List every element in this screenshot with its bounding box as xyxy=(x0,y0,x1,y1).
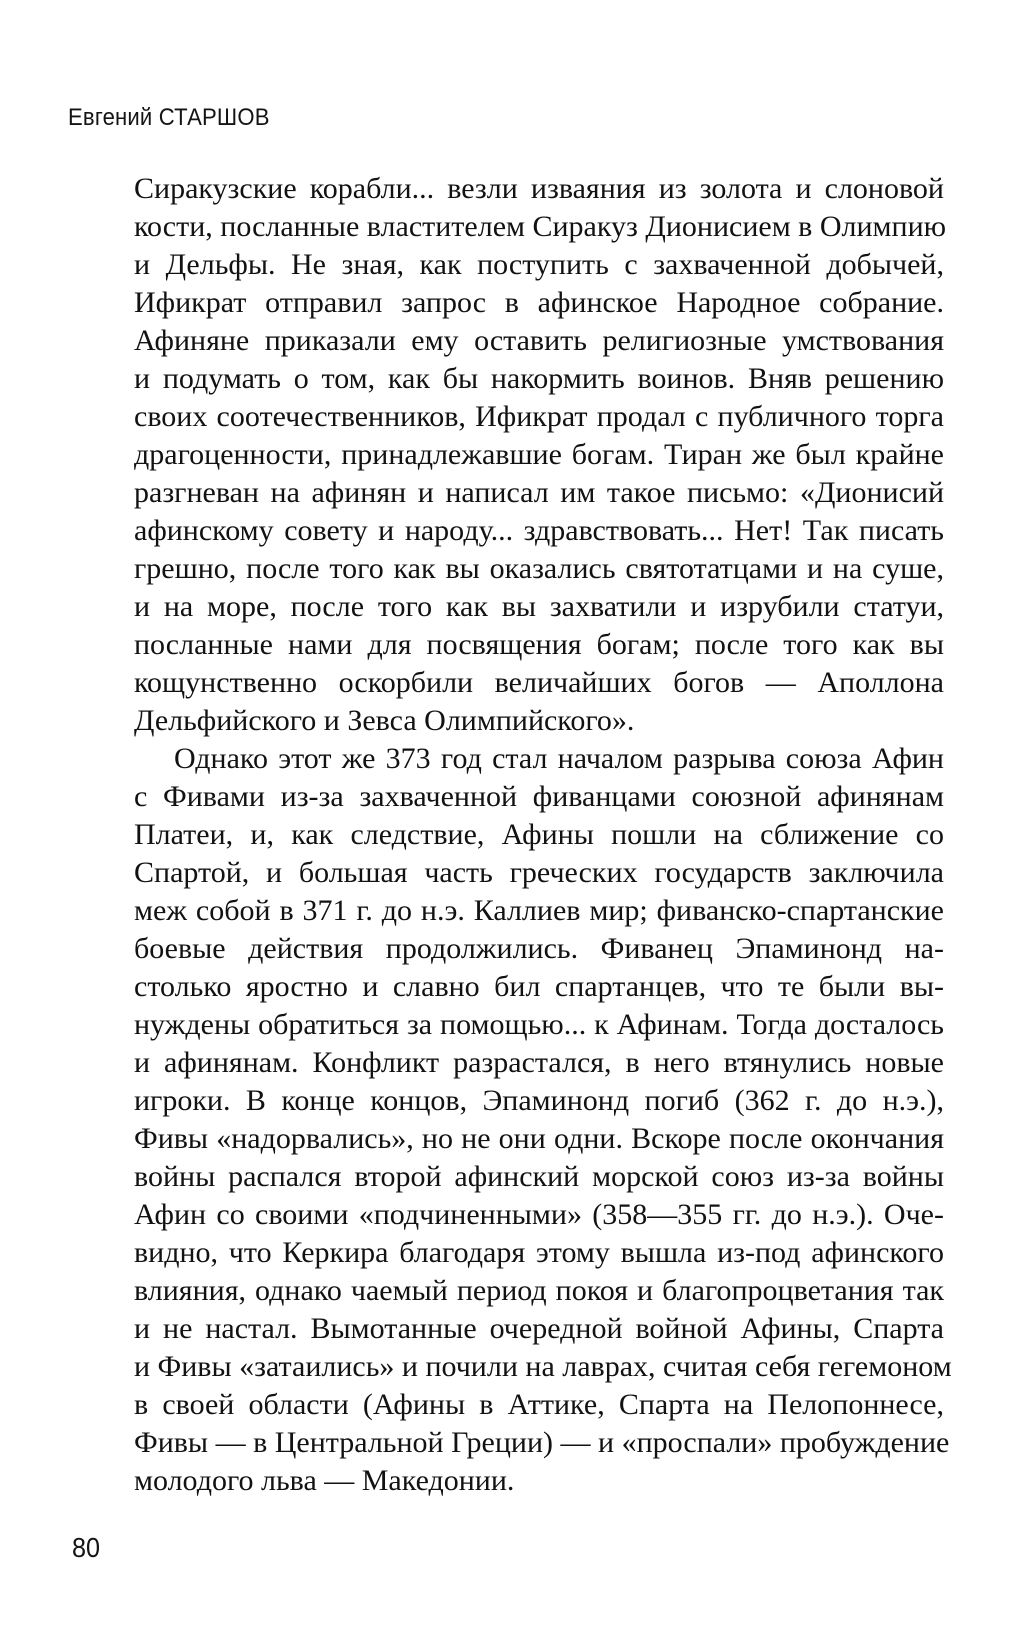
body-text xyxy=(134,170,952,1500)
text-line: боевые действия продолжились. Фиванец Эпаминонд на- xyxy=(134,932,944,965)
text-line: и на море, после того как вы захватили и изрубили статуи, xyxy=(134,590,944,623)
text-line: в своей области (Афины в Аттике, Спарта на Пелопоннесе, xyxy=(134,1388,944,1421)
text-line: с Фивами из-за захваченной фиванцами союзной афинянам xyxy=(134,780,944,813)
text-line: Сиракузские корабли... везли изваяния из золота и слоновой xyxy=(134,172,944,205)
text-line: Фивы — в Центральной Греции) — и «проспали» пробуждение xyxy=(134,1426,950,1459)
text-line: меж собой в 371 г. до н.э. Каллиев мир; фиванско-спартанские xyxy=(134,894,944,927)
text-line: Однако этот же 373 год стал началом разрыва союза Афин xyxy=(174,742,944,775)
text-line: Фивы «надорвались», но не они одни. Вскоре после окончания xyxy=(134,1122,944,1155)
text-line: Дельфийского и Зевса Олимпийского». xyxy=(134,704,635,737)
text-line: нуждены обратиться за помощью... к Афинам. Тогда досталось xyxy=(134,1008,944,1041)
text-line: Спартой, и большая часть греческих государств заключила xyxy=(134,856,944,889)
text-line: и афинянам. Конфликт разрастался, в него втянулись новые xyxy=(134,1046,944,1079)
text-line: Ификрат отправил запрос в афинское Народное собрание. xyxy=(134,286,944,319)
text-line: драгоценности, принадлежавшие богам. Тиран же был крайне xyxy=(134,438,944,471)
text-line: и подумать о том, как бы накормить воинов. Вняв решению xyxy=(134,362,944,395)
text-line: влияния, однако чаемый период покоя и благопроцветания так xyxy=(134,1274,944,1307)
text-line: видно, что Керкира благодаря этому вышла из-под афинского xyxy=(134,1236,944,1269)
text-line: кости, посланные властителем Сиракуз Дионисием в Олимпию xyxy=(134,210,947,243)
text-line: Афиняне приказали ему оставить религиозные умствования xyxy=(134,324,944,357)
text-line: и не настал. Вымотанные очередной войной Афины, Спарта xyxy=(134,1312,944,1345)
text-line: афинскому совету и народу... здравствовать... Нет! Так писать xyxy=(134,514,944,547)
text-line: и Фивы «затаились» и почили на лаврах, считая себя гегемоном xyxy=(134,1350,952,1383)
text-line: молодого льва — Македонии. xyxy=(134,1464,515,1497)
text-line: разгневан на афинян и написал им такое письмо: «Дионисий xyxy=(134,476,944,509)
text-line: столько яростно и славно бил спартанцев, что те были вы- xyxy=(134,970,944,1003)
text-line: грешно, после того как вы оказались святотатцами и на суше, xyxy=(134,552,944,585)
paragraph xyxy=(134,170,947,740)
text-line: Афин со своими «подчиненными» (358—355 гг. до н.э.). Оче- xyxy=(134,1198,944,1231)
page-number: 80 xyxy=(72,1532,101,1563)
text-line: игроки. В конце концов, Эпаминонд погиб (362 г. до н.э.), xyxy=(134,1084,944,1117)
paragraph xyxy=(134,740,952,1500)
text-line: войны распался второй афинский морской союз из-за войны xyxy=(134,1160,944,1193)
text-line: кощунственно оскорбили величайших богов — Аполлона xyxy=(134,666,944,699)
text-line: Платеи, и, как следствие, Афины пошли на сближение со xyxy=(134,818,944,851)
text-line: и Дельфы. Не зная, как поступить с захваченной добычей, xyxy=(134,248,944,281)
text-line: своих соотечественников, Ификрат продал с публичного торга xyxy=(134,400,944,433)
text-line: посланные нами для посвящения богам; после того как вы xyxy=(134,628,944,661)
running-header: Евгений СТАРШОВ xyxy=(68,104,270,131)
